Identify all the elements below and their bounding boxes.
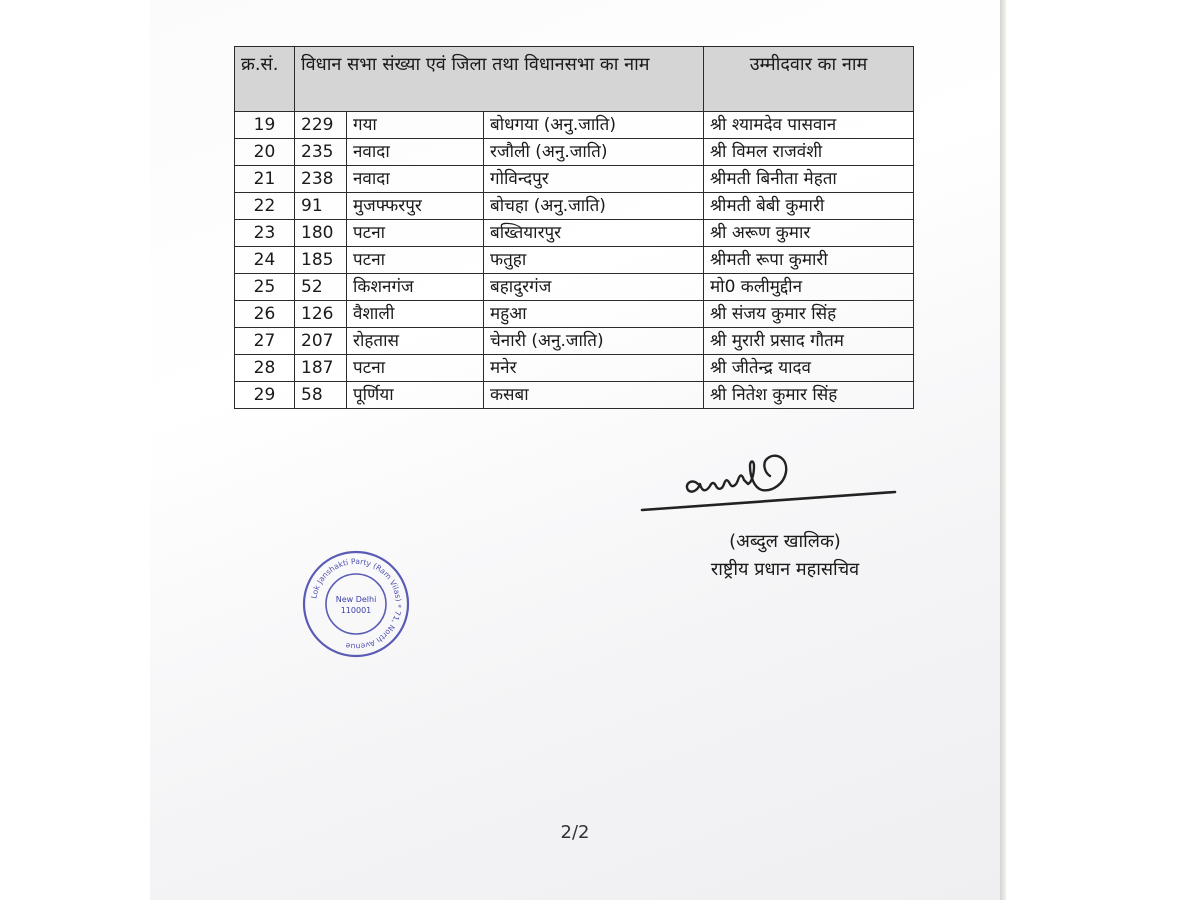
- table-row: [235, 328, 914, 355]
- row-candidate: श्रीमती बिनीता मेहता: [704, 166, 914, 193]
- row-ac-name: रजौली (अनु.जाति): [484, 139, 704, 166]
- row-serial: 20: [235, 139, 295, 166]
- page-number: 2/2: [560, 822, 590, 843]
- stamp-city: New Delhi: [335, 595, 377, 604]
- row-ac-number: 126: [295, 301, 347, 328]
- header-candidate: उम्मीदवार का नाम: [704, 47, 914, 112]
- row-candidate: श्री श्यामदेव पासवान: [704, 112, 914, 139]
- row-candidate: श्री जीतेन्द्र यादव: [704, 355, 914, 382]
- row-ac-number: 52: [295, 274, 347, 301]
- row-serial: 28: [235, 355, 295, 382]
- row-ac-name: कसबा: [484, 382, 704, 409]
- row-ac-name: महुआ: [484, 301, 704, 328]
- table-header-row: [235, 47, 914, 112]
- table-row: [235, 193, 914, 220]
- row-serial: 25: [235, 274, 295, 301]
- row-district: पटना: [347, 220, 484, 247]
- row-candidate: श्री अरूण कुमार: [704, 220, 914, 247]
- row-district: रोहतास: [347, 328, 484, 355]
- table-row: [235, 247, 914, 274]
- row-ac-name: बहादुरगंज: [484, 274, 704, 301]
- row-district: गया: [347, 112, 484, 139]
- signatory-name: (अब्दुल खालिक): [729, 531, 841, 552]
- candidate-table: [234, 46, 914, 409]
- row-district: किशनगंज: [347, 274, 484, 301]
- row-ac-number: 235: [295, 139, 347, 166]
- row-district: पटना: [347, 355, 484, 382]
- stamp-pin: 110001: [340, 606, 372, 615]
- row-ac-name: गोविन्दपुर: [484, 166, 704, 193]
- row-ac-name: बख्तियारपुर: [484, 220, 704, 247]
- row-ac-name: बोचहा (अनु.जाति): [484, 193, 704, 220]
- row-district: मुजफ्फरपुर: [347, 193, 484, 220]
- row-ac-number: 187: [295, 355, 347, 382]
- row-serial: 26: [235, 301, 295, 328]
- row-district: पटना: [347, 247, 484, 274]
- row-serial: 19: [235, 112, 295, 139]
- header-constituency: विधान सभा संख्या एवं जिला तथा विधानसभा का नाम: [295, 47, 704, 112]
- signature: [640, 440, 900, 520]
- header-serial: क्र.सं.: [235, 47, 295, 112]
- signatory-designation: राष्ट्रीय प्रधान महासचिव: [710, 559, 860, 580]
- table-row: [235, 112, 914, 139]
- row-district: नवादा: [347, 166, 484, 193]
- page-edge-shadow: [1000, 0, 1006, 900]
- signatory-block: [690, 528, 880, 584]
- row-ac-name: चेनारी (अनु.जाति): [484, 328, 704, 355]
- row-district: वैशाली: [347, 301, 484, 328]
- table-row: [235, 355, 914, 382]
- table-row: [235, 139, 914, 166]
- row-district: नवादा: [347, 139, 484, 166]
- row-ac-name: फतुहा: [484, 247, 704, 274]
- row-candidate: श्रीमती रूपा कुमारी: [704, 247, 914, 274]
- row-ac-name: बोधगया (अनु.जाति): [484, 112, 704, 139]
- row-candidate: श्रीमती बेबी कुमारी: [704, 193, 914, 220]
- row-ac-number: 58: [295, 382, 347, 409]
- row-ac-number: 229: [295, 112, 347, 139]
- row-district: पूर्णिया: [347, 382, 484, 409]
- table-row: [235, 274, 914, 301]
- table-row: [235, 382, 914, 409]
- row-ac-number: 185: [295, 247, 347, 274]
- row-ac-name: मनेर: [484, 355, 704, 382]
- table-row: [235, 166, 914, 193]
- row-serial: 21: [235, 166, 295, 193]
- row-serial: 29: [235, 382, 295, 409]
- row-candidate: श्री विमल राजवंशी: [704, 139, 914, 166]
- row-serial: 22: [235, 193, 295, 220]
- party-seal-stamp: [300, 548, 412, 660]
- table-row: [235, 301, 914, 328]
- row-serial: 27: [235, 328, 295, 355]
- row-serial: 24: [235, 247, 295, 274]
- row-serial: 23: [235, 220, 295, 247]
- row-candidate: श्री नितेश कुमार सिंह: [704, 382, 914, 409]
- row-candidate: श्री मुरारी प्रसाद गौतम: [704, 328, 914, 355]
- row-ac-number: 180: [295, 220, 347, 247]
- stamp-ring-text: Lok Janshakti Party (Ram Vilas) * 71, North Avenue: [309, 556, 404, 652]
- table-row: [235, 220, 914, 247]
- row-candidate: मो0 कलीमुद्दीन: [704, 274, 914, 301]
- row-ac-number: 207: [295, 328, 347, 355]
- row-candidate: श्री संजय कुमार सिंह: [704, 301, 914, 328]
- row-ac-number: 238: [295, 166, 347, 193]
- row-ac-number: 91: [295, 193, 347, 220]
